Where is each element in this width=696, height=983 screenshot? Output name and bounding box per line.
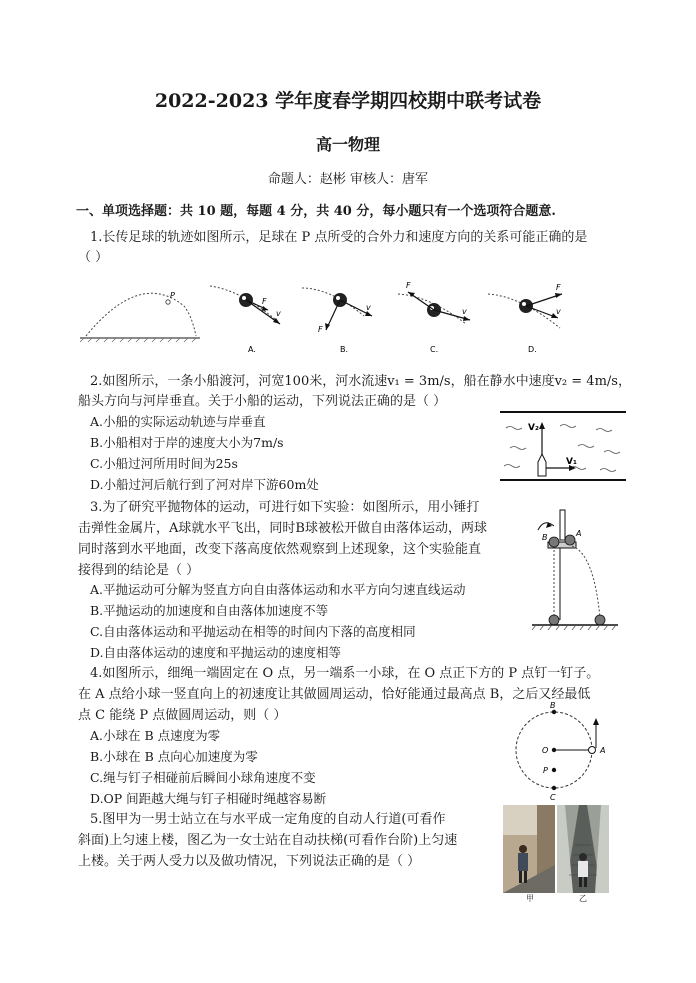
q5-photo-jia-label: 甲	[526, 894, 534, 903]
svg-text:v: v	[462, 307, 467, 316]
svg-text:v: v	[366, 303, 371, 312]
q2-river-figure	[500, 408, 630, 488]
svg-text:P: P	[543, 766, 548, 775]
q5-line1: 5.图甲为一男士站立在与水平成一定角度的自动人行道(可看作	[90, 812, 446, 827]
q3-line1: 3.为了研究平抛物体的运动，可进行如下实验：如图所示，用小锤打	[90, 500, 480, 515]
section-heading: 一、单项选择题：共 10 题，每题 4 分，共 40 分，每小题只有一个选项符合题意.	[76, 204, 556, 219]
q1-label-a: A.	[248, 345, 256, 354]
q1-label-d: D.	[528, 345, 537, 354]
q4-line2: 在 A 点给小球一竖直向上的初速度让其做圆周运动，恰好能通过最高点 B，之后又经最低	[78, 687, 591, 702]
svg-text:V₁: V₁	[566, 457, 577, 467]
q3-line3: 同时落到水平地面，改变下落高度依然观察到上述现象，这个实验能直	[78, 542, 482, 557]
q1-stem-line1: 1.长传足球的轨迹如图所示，足球在 P 点所受的合外力和速度方向的关系可能正确的是	[90, 230, 588, 245]
svg-text:B: B	[550, 701, 556, 710]
q1-stem-line2: （ ）	[78, 250, 109, 265]
svg-text:B: B	[542, 533, 548, 542]
q2-line1: 2.如图所示，一条小船渡河，河宽100米，河水流速v₁ = 3m/s，船在静水中速度v₂ = 4m/s，	[90, 374, 631, 389]
svg-text:v: v	[556, 307, 561, 316]
q4-line3: 点 C 能绕 P 点做圆周运动，则（ ）	[78, 708, 287, 723]
q3-option-a: A.平抛运动可分解为竖直方向自由落体运动和水平方向匀速直线运动	[90, 582, 466, 597]
q1-label-b: B.	[340, 345, 349, 354]
q4-option-c: C.绳与钉子相碰前后瞬间小球角速度不变	[90, 770, 316, 785]
svg-text:F: F	[318, 325, 323, 334]
exam-subtitle: 高一物理	[315, 135, 380, 154]
q5-photo-jia	[503, 805, 555, 893]
svg-text:O: O	[542, 746, 549, 755]
q3-experiment-figure	[530, 502, 620, 632]
q3-line2: 击弹性金属片，A球就水平飞出，同时B球被松开做自由落体运动，两球	[78, 521, 487, 536]
q4-circle-figure	[508, 700, 618, 804]
q4-option-d: D.OP 间距越大绳与钉子相碰时绳越容易断	[90, 791, 327, 806]
q3-option-c: C.自由落体运动和平抛运动在相等的时间内下落的高度相同	[90, 624, 416, 639]
q1-figure	[0, 280, 696, 360]
svg-text:F: F	[262, 297, 267, 306]
q4-line1: 4.如图所示，细绳一端固定在 O 点，另一端系一小球，在 O 点正下方的 P 点钉一钉子。	[90, 666, 600, 681]
svg-text:C: C	[550, 793, 556, 802]
svg-text:v: v	[276, 309, 281, 318]
q1-label-c: C.	[430, 345, 439, 354]
svg-text:V₂: V₂	[528, 423, 539, 433]
q2-option-c: C.小船过河所用时间为25s	[90, 456, 238, 471]
svg-text:F: F	[556, 283, 561, 292]
q3-line4: 接得到的结论是（ ）	[78, 563, 200, 578]
svg-text:A: A	[576, 529, 582, 538]
q2-option-a: A.小船的实际运动轨迹与岸垂直	[90, 414, 266, 429]
exam-title: 2022-2023 学年度春学期四校期中联考试卷	[154, 90, 542, 112]
q4-option-a: A.小球在 B 点速度为零	[90, 728, 221, 743]
q3-option-d: D.自由落体运动的速度和平抛运动的速度相等	[90, 645, 342, 660]
svg-text:F: F	[406, 281, 411, 290]
q5-line3: 上楼。关于两人受力以及做功情况，下列说法正确的是（ ）	[78, 854, 421, 869]
q2-option-d: D.小船过河后航行到了河对岸下游60m处	[90, 477, 319, 492]
q2-option-b: B.小船相对于岸的速度大小为7m/s	[90, 435, 284, 450]
exam-authors: 命题人：赵彬 审核人：唐军	[267, 172, 429, 187]
q4-option-b: B.小球在 B 点向心加速度为零	[90, 749, 258, 764]
q3-option-b: B.平抛运动的加速度和自由落体加速度不等	[90, 603, 329, 618]
q2-line2: 船头方向与河岸垂直。关于小船的运动，下列说法正确的是（ ）	[78, 394, 447, 409]
q5-line2: 斜面)上匀速上楼，图乙为一女士站在自动扶梯(可看作台阶)上匀速	[78, 833, 458, 848]
svg-text:A: A	[600, 746, 606, 755]
q1-p-label: P	[170, 291, 175, 300]
q5-photo-yi	[557, 805, 609, 893]
q5-photo-yi-label: 乙	[579, 894, 587, 903]
